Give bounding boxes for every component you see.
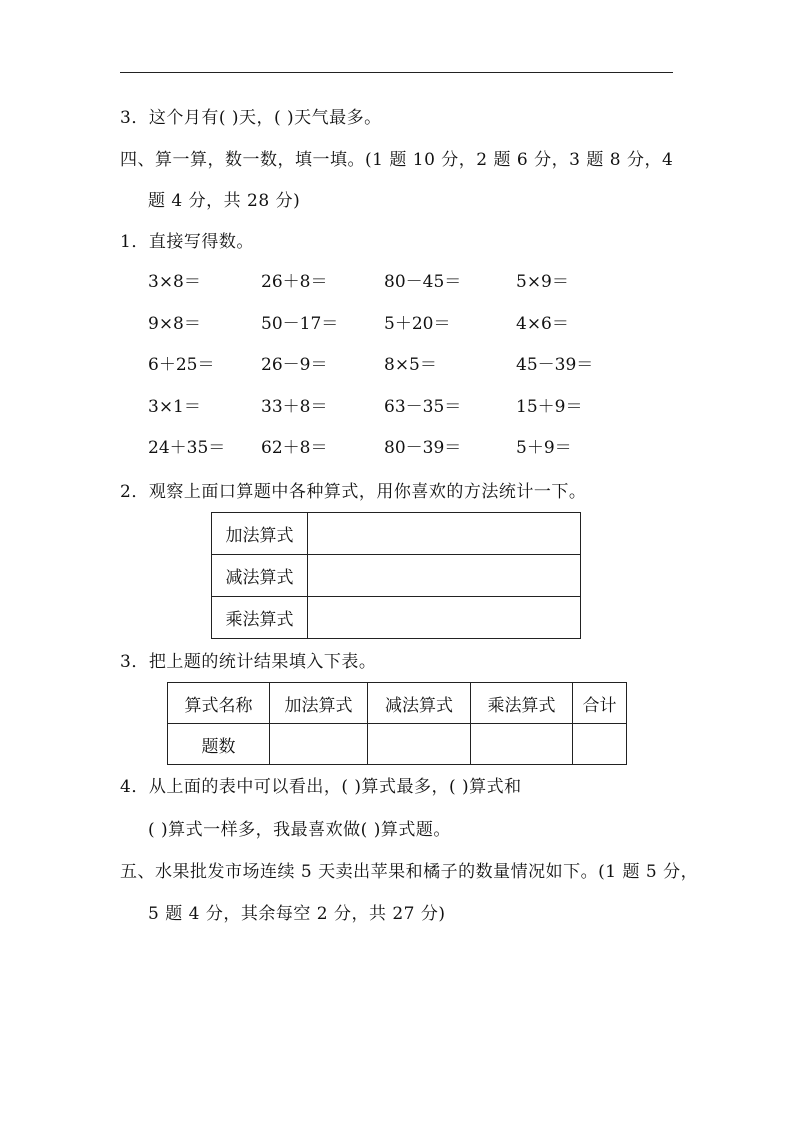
table-row [168,683,627,724]
calc-item: 80－39＝ [384,438,462,459]
calc-item: 63－35＝ [384,396,462,417]
table-row [212,597,581,639]
calc-item: 62＋8＝ [261,438,328,459]
tally-row-label: 加法算式 [212,513,308,555]
calc-item: 5×9＝ [516,272,569,292]
calc-item: 3×1＝ [148,396,201,417]
tally-answer-cell[interactable] [308,513,581,555]
table-header: 乘法算式 [471,683,573,724]
calc-item: 3×8＝ [148,272,201,292]
calc-item: 45－39＝ [516,355,594,376]
calc-item: 9×8＝ [148,313,201,334]
section-5-heading: 五、水果批发市场连续 5 天卖出苹果和橘子的数量情况如下。(1 题 5 分， [120,862,699,882]
table-header: 减法算式 [368,683,471,724]
calc-row [148,314,668,356]
table-row [212,555,581,597]
calc-item: 80－45＝ [384,272,462,292]
tally-answer-cell[interactable] [308,555,581,597]
section-4-heading: 四、算一算，数一数，填一填。(1 题 10 分，2 题 6 分，3 题 8 分，4 [120,150,674,170]
section-5-heading-cont: 5 题 4 分，其余每空 2 分，共 27 分) [148,904,446,924]
calc-item: 5＋9＝ [516,438,572,459]
calc-row [148,355,668,397]
answer-cell[interactable] [368,724,471,765]
header-rule [120,72,673,73]
section-4-heading-cont: 题 4 分，共 28 分) [148,191,301,211]
calc-item: 8×5＝ [384,355,437,376]
calc-row [148,438,668,480]
question-2-label: 2．观察上面口算题中各种算式，用你喜欢的方法统计一下。 [120,482,587,502]
calculation-grid [148,272,668,480]
question-3-label: 3．把上题的统计结果填入下表。 [120,652,377,672]
question-3-previous: 3．这个月有( )天，( )天气最多。 [120,108,382,128]
tally-row-label: 减法算式 [212,555,308,597]
question-4-line-1: 4．从上面的表中可以看出，( )算式最多，( )算式和 [120,777,522,797]
table-header: 算式名称 [168,683,270,724]
calc-item: 26－9＝ [261,355,328,376]
table-header: 加法算式 [270,683,368,724]
calc-item: 33＋8＝ [261,396,328,417]
table-row [168,724,627,765]
calc-item: 15＋9＝ [516,396,583,417]
tally-table [211,512,581,639]
question-4-line-2: ( )算式一样多，我最喜欢做( )算式题。 [148,820,451,840]
calc-item: 6＋25＝ [148,355,215,376]
result-table [167,682,627,765]
table-row [212,513,581,555]
calc-row [148,397,668,439]
tally-answer-cell[interactable] [308,597,581,639]
calc-row [148,272,668,314]
calc-item: 50－17＝ [261,313,339,334]
answer-cell[interactable] [270,724,368,765]
question-1-label: 1．直接写得数。 [120,232,254,252]
answer-cell[interactable] [573,724,627,765]
calc-item: 26＋8＝ [261,272,328,292]
table-row-label: 题数 [168,724,270,765]
tally-row-label: 乘法算式 [212,597,308,639]
calc-item: 5＋20＝ [384,313,451,334]
table-header: 合计 [573,683,627,724]
calc-item: 4×6＝ [516,313,569,334]
answer-cell[interactable] [471,724,573,765]
calc-item: 24＋35＝ [148,438,226,459]
